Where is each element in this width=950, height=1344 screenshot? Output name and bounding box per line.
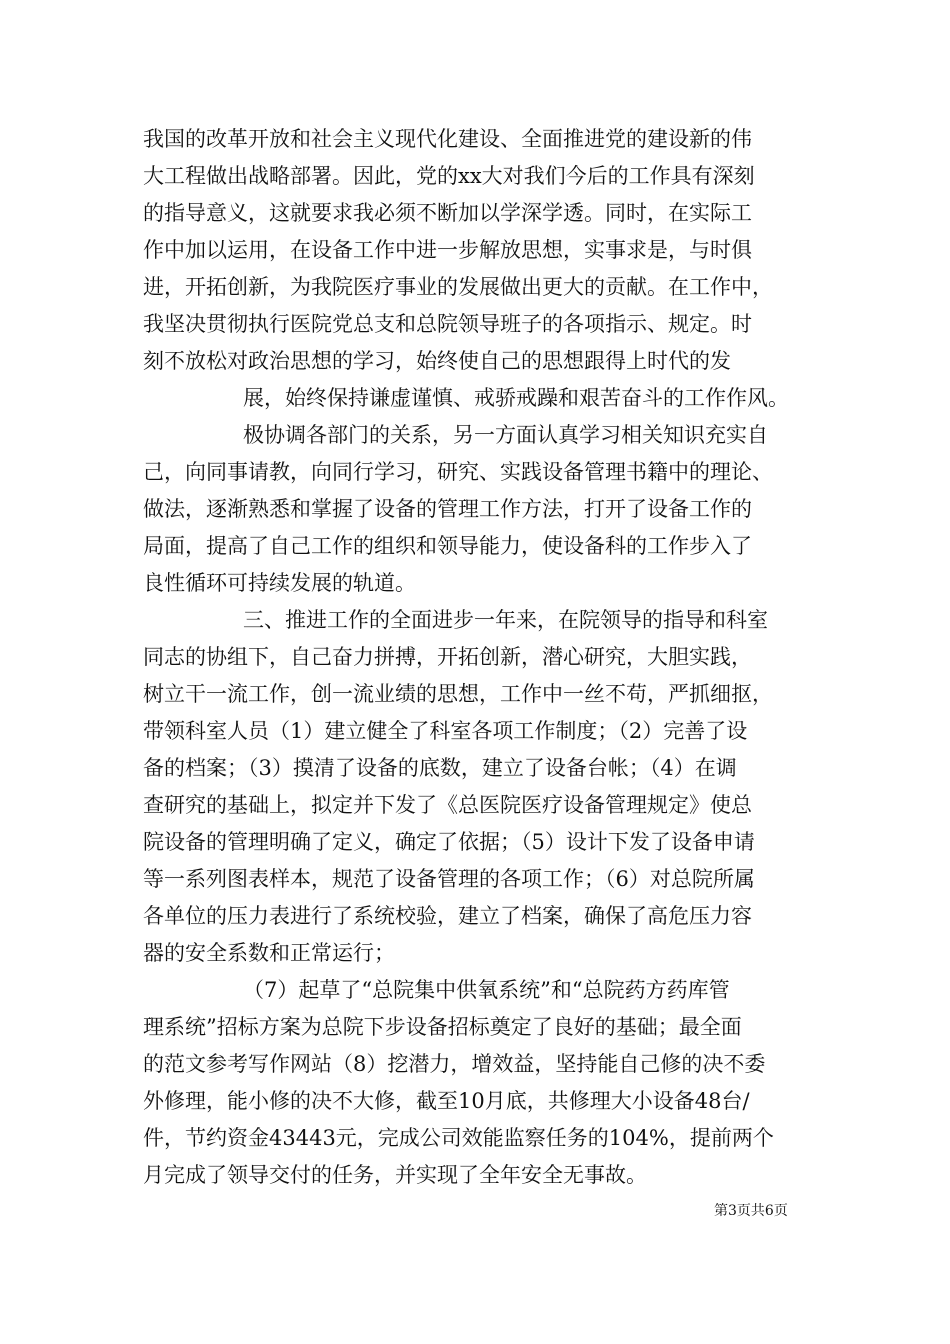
text-line: 的指导意义，这就要求我必须不断加以学深学透。同时，在实际工	[143, 201, 752, 225]
text-line: 刻不放松对政治思想的学习，始终使自己的思想跟得上时代的发	[143, 349, 731, 373]
text-line: 同志的协组下，自己奋力拼搏，开拓创新，潜心研究，大胆实践，	[143, 645, 752, 669]
text-line: （7）起草了“总院集中供氧系统”和“总院药方药库管	[243, 978, 730, 1002]
text-line: 三、推进工作的全面进步一年来，在院领导的指导和科室	[243, 608, 768, 632]
text-line: 己，向同事请教，向同行学习，研究、实践设备管理书籍中的理论、	[143, 460, 773, 484]
text-line: 理系统”招标方案为总院下步设备招标奠定了良好的基础；最全面	[143, 1015, 742, 1039]
text-line: 各单位的压力表进行了系统校验，建立了档案，确保了高危压力容	[143, 904, 752, 928]
text-line: 带领科室人员（1）建立健全了科室各项工作制度；（2）完善了设	[143, 719, 748, 743]
text-line: 查研究的基础上，拟定并下发了《总医院医疗设备管理规定》使总	[143, 793, 752, 817]
text-line: 外修理，能小修的决不大修，截至10月底，共修理大小设备48台/	[143, 1089, 750, 1113]
text-line: 大工程做出战略部署。因此，党的xx大对我们今后的工作具有深刻	[143, 164, 755, 188]
text-line: 我坚决贯彻执行医院党总支和总院领导班子的各项指示、规定。时	[143, 312, 752, 336]
text-line: 备的档案；（3）摸清了设备的底数，建立了设备台帐；（4）在调	[143, 756, 737, 780]
text-line: 月完成了领导交付的任务，并实现了全年安全无事故。	[143, 1163, 647, 1187]
text-line: 良性循环可持续发展的轨道。	[143, 571, 416, 595]
text-line: 极协调各部门的关系，另一方面认真学习相关知识充实自	[243, 423, 768, 447]
text-line: 等一系列图表样本，规范了设备管理的各项工作；（6）对总院所属	[143, 867, 755, 891]
text-line: 作中加以运用，在设备工作中进一步解放思想，实事求是，与时俱	[143, 238, 752, 262]
text-line: 做法，逐渐熟悉和掌握了设备的管理工作方法，打开了设备工作的	[143, 497, 752, 521]
text-line: 器的安全系数和正常运行；	[143, 941, 395, 965]
text-line: 的范文参考写作网站（8）挖潜力，增效益，坚持能自己修的决不委	[143, 1052, 766, 1076]
text-line: 展，始终保持谦虚谨慎、戒骄戒躁和艰苦奋斗的工作作风。	[243, 386, 789, 410]
text-line: 局面，提高了自己工作的组织和领导能力，使设备科的工作步入了	[143, 534, 752, 558]
text-line: 院设备的管理明确了定义，确定了依据；（5）设计下发了设备申请	[143, 830, 755, 854]
text-line: 树立干一流工作，创一流业绩的思想，工作中一丝不苟，严抓细抠，	[143, 682, 773, 706]
text-line: 进，开拓创新，为我院医疗事业的发展做出更大的贡献。在工作中，	[143, 275, 773, 299]
text-line: 件，节约资金43443元，完成公司效能监察任务的104%，提前两个	[143, 1126, 774, 1150]
body-text	[143, 121, 833, 1194]
text-line: 我国的改革开放和社会主义现代化建设、全面推进党的建设新的伟	[143, 127, 752, 151]
page-number-footer: 第3页共6页	[714, 1203, 788, 1219]
